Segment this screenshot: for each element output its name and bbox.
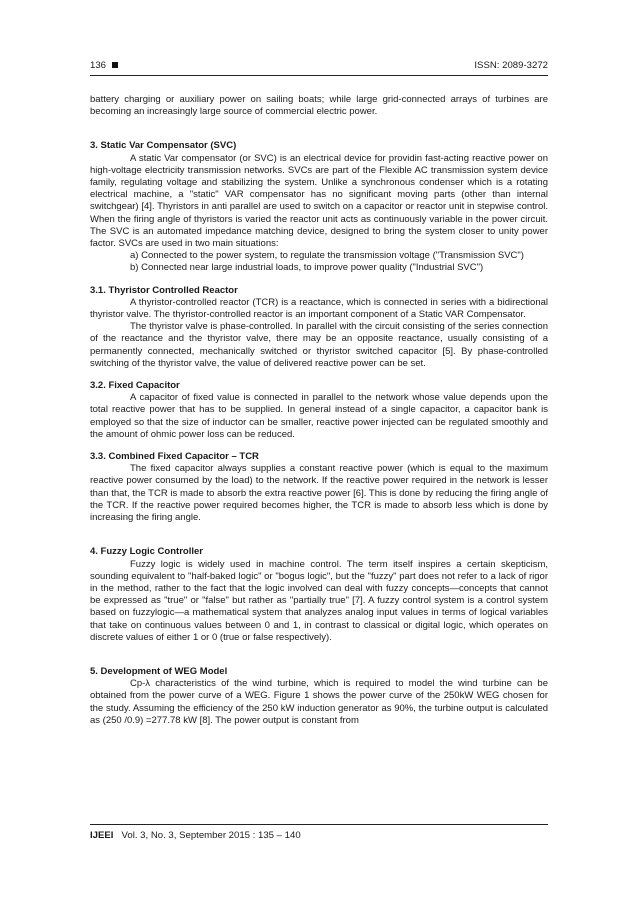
journal-name: IJEEI [90,830,114,841]
running-header [90,58,548,72]
section-heading-tcr: 3.1. Thyristor Controlled Reactor [90,284,238,296]
header-rule [90,75,548,76]
running-footer [90,824,548,841]
list-item: b) Connected near large industrial loads, to improve power quality ("Industrial SVC") [130,262,484,274]
paragraph: A static Var compensator (or SVC) is an electrical device for providin fast-acting reactive power on high-voltage electricity transmission networks. SVCs are part of the Flexible AC transmission system device family, regulating voltage and stabilizing the system. Unlike a synchronous condenser which is a rotating electrical machine, a "static" VAR compensator has no significant moving parts (other than internal switchgear) [4]. Thyristors in anti parallel are used to switch on a capacitor or reactor unit in stepwise control. When the firing angle of thyristors is varied the reactor unit acts as continuously variable in the power circuit. The SVC is an automated impedance matching device, designed to bring the system closer to unity power factor. SVCs are used in two main situations: [90,152,548,250]
section-heading-combined: 3.3. Combined Fixed Capacitor – TCR [90,451,259,463]
intro-paragraph: battery charging or auxiliary power on sailing boats; while large grid-connected arrays of turbines are becoming an increasingly large source of commercial electric power. [90,94,548,118]
paragraph: A capacitor of fixed value is connected in parallel to the network whose value depends upon the total reactive power that has to be supplied. In general instead of a single capacitor, a capacitor bank is employed so that the size of inductor can be smaller, reactive power injected can be regulated smoothly and the amount of ohmic power loss can be reduced. [90,392,548,440]
article-body [90,94,548,727]
paragraph: The fixed capacitor always supplies a constant reactive power (which is equal to the maximum reactive power consumed by the load) to the network. If the reactive power required in the network is lesser than that, the TCR is made to absorb the extra reactive power [6]. This is done by reducing the firing angle of the TCR. If the reactive power required becomes higher, the TCR is made to absorb less which is done by increasing the firing angle. [90,463,548,524]
paragraph: The thyristor valve is phase-controlled. In parallel with the circuit consisting of the series connection of the reactance and the thyristor valve, there may be an opposite reactance, usually consisting of a permanently connected, mechanically switched or thyristor switched capacitor [5]. By phase-controlled switching of the thyristor valve, the value of delivered reactive power can be set. [90,321,548,369]
list-item: a) Connected to the power system, to regulate the transmission voltage ("Transmission SVC") [130,250,524,262]
footer-rule [90,824,548,825]
paragraph: Cp-λ characteristics of the wind turbine, which is required to model the wind turbine can be obtained from the power curve of a WEG. Figure 1 shows the power curve of the 250kW WEG chosen for the study. Assuming the efficiency of the 250 kW induction generator as 90%, the turbine output is calculated as (250 /0.9) =277.78 kW [8]. The power output is constant from [90,678,548,726]
square-bullet-icon [112,62,118,68]
issn: ISSN: 2089-3272 [474,59,548,71]
section-heading-weg: 5. Development of WEG Model [90,665,228,677]
section-heading-fuzzy: 4. Fuzzy Logic Controller [90,546,203,558]
section-heading-fixed-capacitor: 3.2. Fixed Capacitor [90,380,180,392]
section-heading-svc: 3. Static Var Compensator (SVC) [90,140,237,152]
paragraph: Fuzzy logic is widely used in machine control. The term itself inspires a certain skepticism, sounding equivalent to "half-baked logic" or "bogus logic", but the "fuzzy" part does not refer to a lack of rigor in the method, rather to the fact that the logic involved can deal with fuzzy concepts—concepts that cannot be expressed as "true" or "false" but rather as "partially true" [7]. A fuzzy control system is a control system based on fuzzylogic—a mathematical system that analyzes analog input values in terms of logical variables that take on continuous values between 0 and 1, in contrast to classical or digital logic, which operates on discrete values of either 1 or 0 (true or false respectively). [90,558,548,643]
journal-details: Vol. 3, No. 3, September 2015 : 135 – 140 [121,830,301,841]
page [90,58,548,727]
page-number: 136 [90,59,107,71]
paragraph: A thyristor-controlled reactor (TCR) is a reactance, which is connected in series with a bidirectional thyristor valve. The thyristor-controlled reactor is an important component of a Static VAR Compensator. [90,296,548,321]
